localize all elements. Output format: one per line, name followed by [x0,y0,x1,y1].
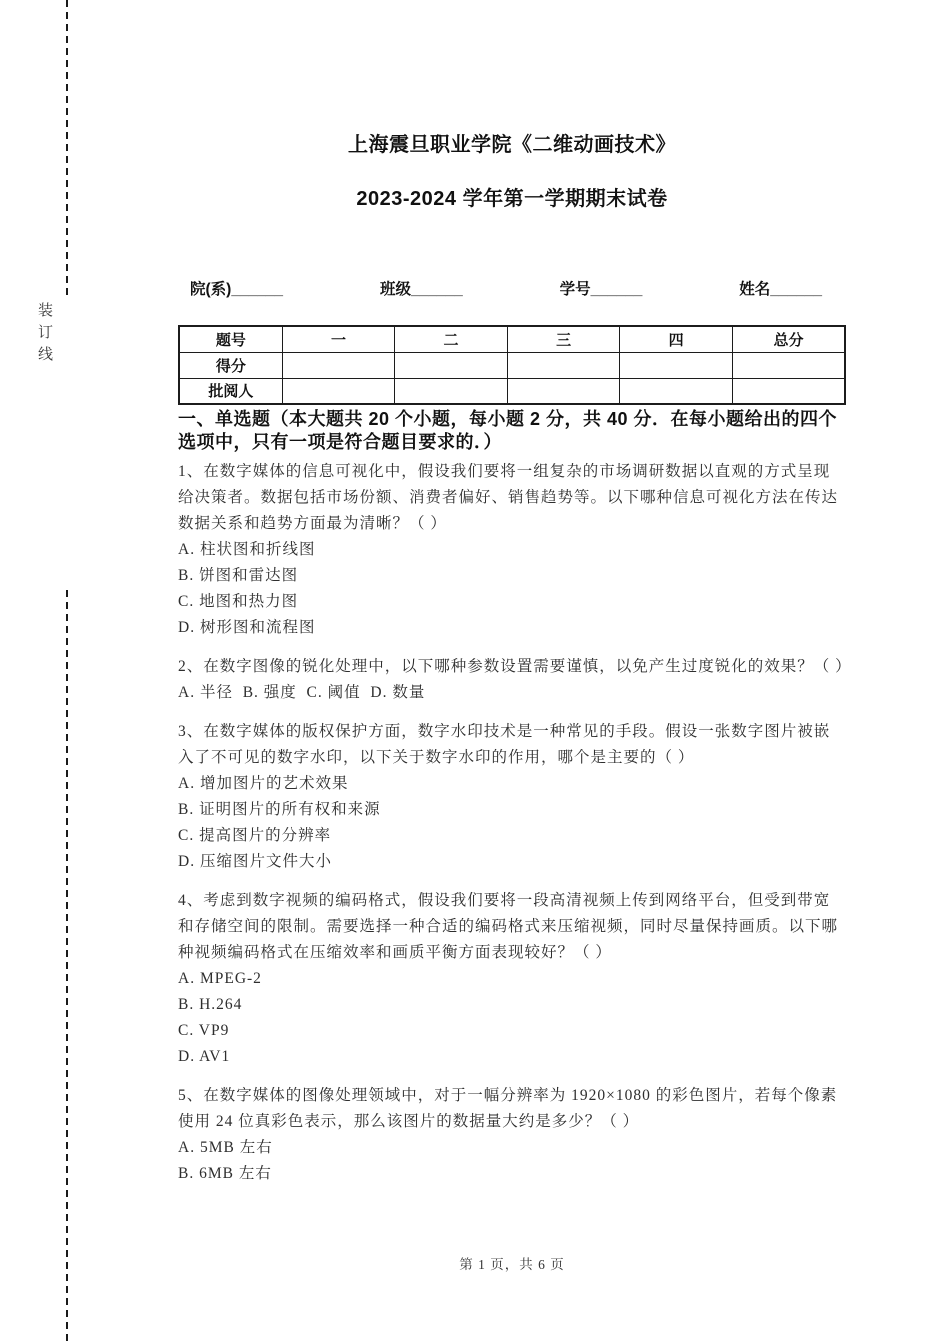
reviewer-cell-empty [282,378,395,404]
score-row-label: 得分 [179,352,282,378]
question-3-text: 3、在数字媒体的版权保护方面，数字水印技术是一种常见的手段。假设一张数字图片被嵌入了不可见的数字水印，以下关于数字水印的作用，哪个是主要的（ ） [178,723,831,766]
question-3-option-a: A. 增加图片的艺术效果 [178,775,349,792]
score-table-score-row [179,352,845,378]
binding-line-label: 装订线 [36,302,52,368]
question-list [178,459,852,1187]
question-4-option-a: A. MPEG-2 [178,970,262,987]
page-content [178,0,852,1187]
student-info-row [178,277,846,299]
question-1-option-d: D. 树形图和流程图 [178,619,316,636]
score-table-reviewer-row [179,378,845,404]
binding-dashed-line-bottom [66,590,68,1344]
reviewer-cell-empty [395,378,508,404]
score-table [178,325,846,405]
field-student-id-label: 学号 [559,281,591,298]
field-name-label: 姓名 [739,281,771,298]
field-department [190,277,283,299]
field-department-label: 院(系) [190,281,232,298]
score-table-cell-part3: 三 [507,326,620,352]
question-4-option-c: C. VP9 [178,1022,230,1039]
score-table-cell-total: 总分 [732,326,845,352]
question-2-text: 2、在数字图像的锐化处理中，以下哪种参数设置需要谨慎，以免产生过度锐化的效果？（ ） [178,658,852,675]
field-name [739,277,822,299]
question-5-option-b: B. 6MB 左右 [178,1165,272,1182]
exam-title-line1: 上海震旦职业学院《二维动画技术》 [348,134,676,156]
question-1-option-b: B. 饼图和雷达图 [178,567,299,584]
field-department-blank: ______ [231,281,284,298]
question-4-option-d: D. AV1 [178,1048,231,1065]
score-cell-empty [282,352,395,378]
question-3-option-d: D. 压缩图片文件大小 [178,853,332,870]
question-1-text: 1、在数字媒体的信息可视化中，假设我们要将一组复杂的市场调研数据以直观的方式呈现给决策者。数据包括市场份额、消费者偏好、销售趋势等。以下哪种信息可视化方法在传达数据关系和趋势方面最为清晰？（ ） [178,463,839,532]
page-footer: 第 1 页，共 6 页 [459,1257,565,1272]
field-class-label: 班级 [379,281,411,298]
score-table-cell-part4: 四 [620,326,733,352]
field-class-blank: ______ [410,281,463,298]
question-4-text: 4、考虑到数字视频的编码格式，假设我们要将一段高清视频上传到网络平台，但受到带宽和存储空间的限制。需要选择一种合适的编码格式来压缩视频，同时尽量保持画质。以下哪种视频编码格式在压缩效率和画质平衡方面表现较好？（ ） [178,892,839,961]
question-4-option-b: B. H.264 [178,996,243,1013]
score-cell-empty [395,352,508,378]
score-table-cell-question-no: 题号 [179,326,282,352]
score-cell-empty [507,352,620,378]
score-cell-empty [732,352,845,378]
score-table-header-row [179,326,845,352]
question-1-option-c: C. 地图和热力图 [178,593,299,610]
field-class [380,277,463,299]
question-5-text: 5、在数字媒体的图像处理领域中，对于一幅分辨率为 1920×1080 的彩色图片，若每个像素使用 24 位真彩色表示，那么该图片的数据量大约是多少？（ ） [178,1087,838,1130]
question-3-option-b: B. 证明图片的所有权和来源 [178,801,381,818]
score-table-cell-part2: 二 [395,326,508,352]
score-table-cell-part1: 一 [282,326,395,352]
question-5-option-a: A. 5MB 左右 [178,1139,273,1156]
reviewer-cell-empty [732,378,845,404]
reviewer-cell-empty [507,378,620,404]
binding-dashed-line-top [66,0,68,295]
reviewer-row-label: 批阅人 [179,378,282,404]
question-3 [178,719,846,875]
score-cell-empty [620,352,733,378]
question-2-options-line: A. 半径 B. 强度 C. 阈值 D. 数量 [178,684,426,701]
question-1 [178,459,846,641]
question-1-option-a: A. 柱状图和折线图 [178,541,316,558]
question-4 [178,888,846,1070]
exam-title-line2: 2023-2024 学年第一学期期末试卷 [356,188,668,210]
field-student-id [560,277,643,299]
field-student-id-blank: ______ [590,281,643,298]
reviewer-cell-empty [620,378,733,404]
question-3-option-c: C. 提高图片的分辨率 [178,827,332,844]
question-5 [178,1083,846,1187]
field-name-blank: ______ [770,281,822,298]
question-2 [178,654,852,706]
section-one-heading: 一、单选题（本大题共 20 个小题，每小题 2 分，共 40 分．在每小题给出的四个选项中，只有一项是符合题目要求的．） [178,409,838,452]
